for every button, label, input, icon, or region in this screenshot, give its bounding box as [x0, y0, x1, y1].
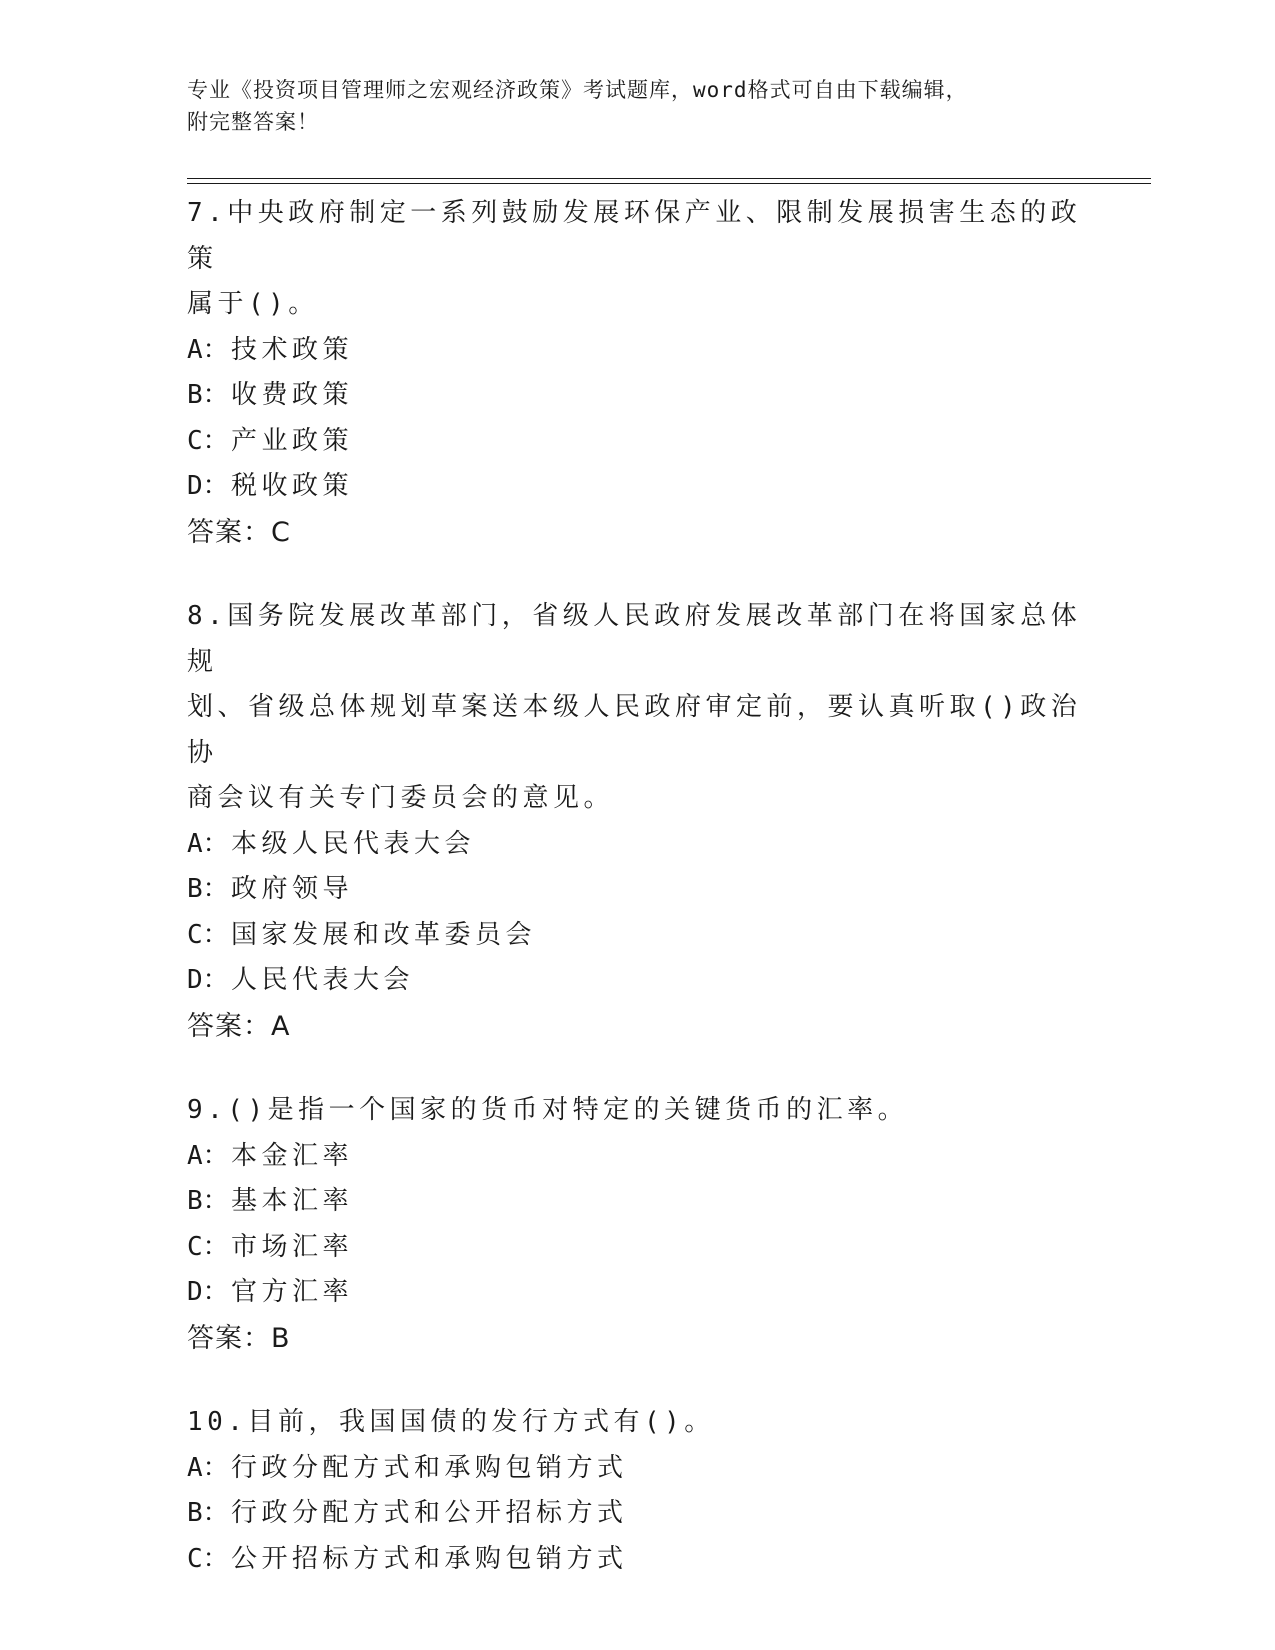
- option-a: [187, 1134, 1087, 1180]
- question-7: [187, 191, 1087, 555]
- answer-line: 答案：A: [187, 1010, 291, 1042]
- option-letter: A：: [187, 334, 229, 365]
- question-stem-line: 8.国务院发展改革部门，省级人民政府发展改革部门在将国家总体规: [187, 601, 1082, 677]
- question-10: [187, 1400, 1087, 1582]
- option-text: 基本汇率: [231, 1186, 354, 1216]
- question-stem: [187, 594, 1087, 822]
- option-text: 人民代表大会: [231, 965, 415, 995]
- option-d: [187, 1270, 1087, 1316]
- header-line-1: 专业《投资项目管理师之宏观经济政策》考试题库，word格式可自由下载编辑，: [187, 78, 968, 102]
- question-stem-line: 9.()是指一个国家的货币对特定的关键货币的汇率。: [187, 1095, 909, 1125]
- option-letter: C：: [187, 425, 229, 456]
- option-letter: A：: [187, 1140, 229, 1171]
- option-a: [187, 328, 1087, 374]
- document-header: [187, 74, 1087, 138]
- option-b: [187, 1179, 1087, 1225]
- option-text: 国家发展和改革委员会: [231, 919, 537, 950]
- option-c: [187, 1225, 1087, 1271]
- option-letter: D：: [187, 1277, 229, 1307]
- option-letter: D：: [187, 471, 229, 501]
- option-text: 本级人民代表大会: [231, 828, 476, 859]
- question-stem-line: 属于()。: [187, 289, 319, 319]
- option-letter: C：: [187, 919, 229, 950]
- option-text: 行政分配方式和公开招标方式: [231, 1498, 628, 1528]
- option-d: [187, 464, 1087, 510]
- option-text: 产业政策: [231, 425, 354, 456]
- option-c: [187, 1537, 1087, 1583]
- option-c: [187, 913, 1087, 959]
- option-c: [187, 419, 1087, 465]
- question-list: [187, 191, 1087, 1621]
- option-text: 官方汇率: [231, 1277, 354, 1307]
- option-text: 公开招标方式和承购包销方式: [231, 1543, 628, 1574]
- option-letter: C：: [187, 1231, 229, 1262]
- question-stem: [187, 1400, 1087, 1446]
- option-letter: C：: [187, 1543, 229, 1574]
- question-stem-line: 划、省级总体规划草案送本级人民政府审定前，要认真听取()政治协: [187, 692, 1082, 768]
- option-text: 市场汇率: [231, 1231, 354, 1262]
- option-letter: B：: [187, 874, 229, 904]
- option-letter: B：: [187, 1498, 229, 1528]
- option-text: 政府领导: [231, 874, 354, 904]
- question-stem: [187, 1088, 1087, 1134]
- option-a: [187, 822, 1087, 868]
- option-letter: B：: [187, 1186, 229, 1216]
- header-line-2: 附完整答案！: [187, 110, 319, 134]
- option-letter: D：: [187, 965, 229, 995]
- option-text: 技术政策: [231, 334, 354, 365]
- option-letter: A：: [187, 1452, 229, 1483]
- question-stem: [187, 191, 1087, 328]
- option-letter: A：: [187, 828, 229, 859]
- question-9: [187, 1088, 1087, 1361]
- option-d: [187, 958, 1087, 1004]
- question-8: [187, 594, 1087, 1049]
- answer-line: 答案：B: [187, 1322, 291, 1354]
- question-stem-line: 10.目前，我国国债的发行方式有()。: [187, 1407, 715, 1437]
- option-letter: B：: [187, 380, 229, 410]
- option-b: [187, 867, 1087, 913]
- option-b: [187, 1491, 1087, 1537]
- option-text: 收费政策: [231, 380, 354, 410]
- header-divider-bottom: [187, 183, 1151, 184]
- option-text: 行政分配方式和承购包销方式: [231, 1452, 628, 1483]
- option-a: [187, 1446, 1087, 1492]
- question-stem-line: 7.中央政府制定一系列鼓励发展环保产业、限制发展损害生态的政策: [187, 198, 1082, 274]
- option-text: 本金汇率: [231, 1140, 354, 1171]
- header-divider-top: [187, 178, 1151, 179]
- option-b: [187, 373, 1087, 419]
- question-stem-line: 商会议有关专门委员会的意见。: [187, 783, 615, 813]
- option-text: 税收政策: [231, 471, 354, 501]
- answer-line: 答案：C: [187, 516, 291, 548]
